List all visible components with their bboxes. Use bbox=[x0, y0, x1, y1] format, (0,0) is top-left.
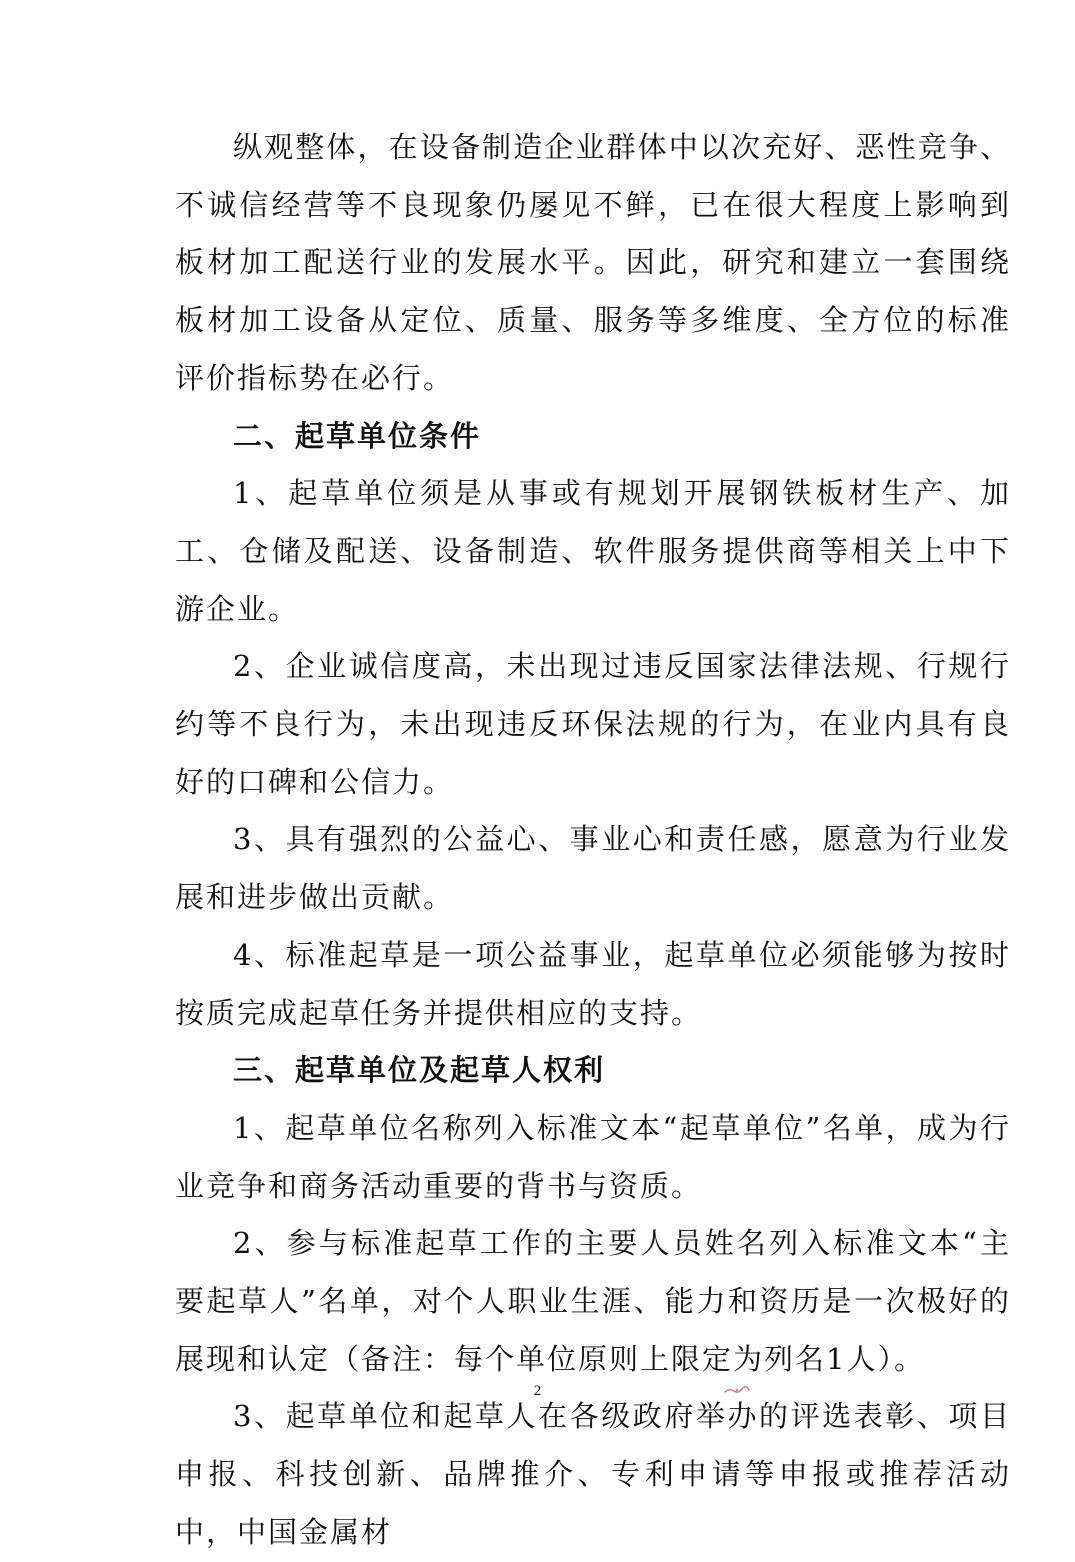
condition-item-3: 3、具有强烈的公益心、事业心和责任感，愿意为行业发展和进步做出贡献。 bbox=[175, 822, 1011, 915]
rights-item-1: 1、起草单位名称列入标准文本“起草单位”名单，成为行业竞争和商务活动重要的背书与资质。 bbox=[175, 1110, 1011, 1203]
rights-item-3: 3、起草单位和起草人在各级政府举办的评选表彰、项目申报、科技创新、品牌推介、专利申请等申报或推荐活动中，中国金属材 bbox=[175, 1399, 1011, 1549]
page-number: 2 bbox=[533, 1383, 542, 1399]
stamp-mark-icon bbox=[724, 1386, 750, 1394]
document-body bbox=[175, 119, 1011, 1562]
section-heading-drafting-unit-conditions: 二、起草单位条件 bbox=[233, 418, 482, 453]
condition-item-4: 4、标准起草是一项公益事业，起草单位必须能够为按时按质完成起草任务并提供相应的支持。 bbox=[175, 937, 1011, 1030]
condition-item-1: 1、起草单位须是从事或有规划开展钢铁板材生产、加工、仓储及配送、设备制造、软件服务提供商等相关上中下游企业。 bbox=[175, 476, 1011, 626]
condition-item-2: 2、企业诚信度高，未出现过违反国家法律法规、行规行约等不良行为，未出现违反环保法规的行为，在业内具有良好的口碑和公信力。 bbox=[175, 649, 1011, 799]
rights-item-2: 2、参与标准起草工作的主要人员姓名列入标准文本“主要起草人”名单，对个人职业生涯、能力和资历是一次极好的展现和认定（备注：每个单位原则上限定为列名1人）。 bbox=[175, 1226, 1011, 1376]
section-heading-drafting-rights: 三、起草单位及起草人权利 bbox=[233, 1053, 606, 1088]
intro-paragraph: 纵观整体，在设备制造企业群体中以次充好、恶性竞争、不诚信经营等不良现象仍屡见不鲜，已在很大程度上影响到板材加工配送行业的发展水平。因此，研究和建立一套围绕板材加工设备从定位、质量、服务等多维度、全方位的标准评价指标势在必行。 bbox=[175, 130, 1011, 395]
